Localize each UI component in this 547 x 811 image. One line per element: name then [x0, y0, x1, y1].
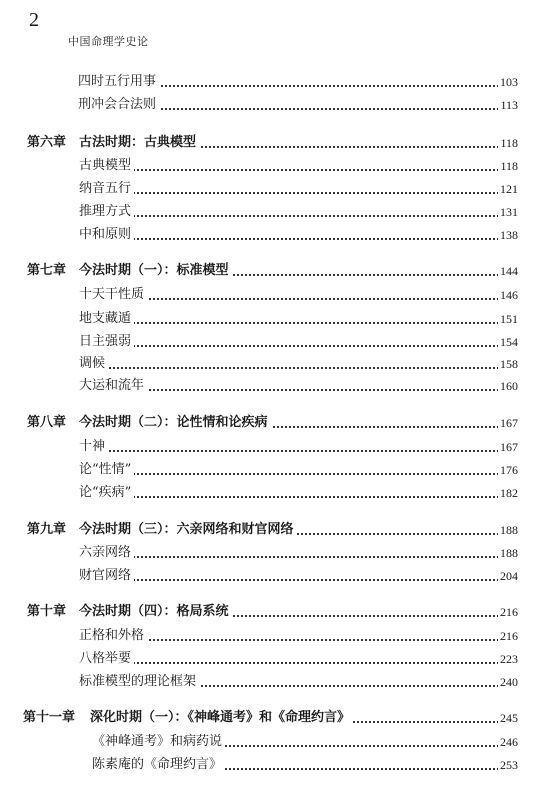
chapter-number: 第九章: [27, 522, 67, 537]
toc-entry-title: 推理方式: [79, 202, 134, 222]
toc-entry-title: 中和原则: [79, 225, 134, 245]
chapter-number: 第十一章: [23, 710, 76, 725]
toc-page-number: 146: [498, 285, 518, 305]
toc-page-number: 151: [498, 309, 518, 329]
toc-entry[interactable]: [0, 332, 547, 352]
toc-entry[interactable]: [0, 95, 547, 115]
toc-page-number: 113: [498, 95, 518, 115]
toc-chapter-title: 今法时期（二）：论性情和论疾病: [79, 413, 271, 433]
toc-entry[interactable]: [0, 626, 547, 646]
toc-entry-title: 八格举要: [79, 649, 134, 669]
chapter-number: 第十章: [27, 604, 67, 619]
dot-leader: [82, 367, 503, 369]
toc-entry-title: 论“性情”: [79, 460, 134, 480]
toc-entry[interactable]: [0, 202, 547, 222]
toc-page-number: 158: [498, 354, 518, 374]
toc-page-number: 154: [498, 332, 518, 352]
toc-page-number: 246: [498, 732, 518, 752]
toc-page-number: 167: [498, 413, 518, 433]
toc-chapter-title: 古法时期：古典模型: [79, 133, 199, 153]
dot-leader: [82, 215, 503, 217]
toc-entry-title: 标准模型的理论框架: [79, 672, 199, 692]
toc-page-number: 204: [498, 566, 518, 586]
toc-entry[interactable]: [0, 649, 547, 669]
dot-leader: [82, 662, 503, 664]
toc-chapter-entry[interactable]: [0, 520, 547, 540]
toc-entry[interactable]: [0, 309, 547, 329]
chapter-number: 第六章: [27, 135, 67, 150]
toc-page-number: 188: [498, 520, 518, 540]
toc-entry[interactable]: [0, 179, 547, 199]
dot-leader: [82, 238, 503, 240]
toc-chapter-entry[interactable]: [0, 133, 547, 153]
dot-leader: [82, 450, 503, 452]
toc-entry[interactable]: [0, 483, 547, 503]
toc-entry[interactable]: [0, 376, 547, 396]
toc-page-number: 138: [498, 225, 518, 245]
toc-entry[interactable]: [0, 566, 547, 586]
toc-page-number: 216: [498, 626, 518, 646]
toc-page-number: 253: [498, 755, 518, 775]
toc-entry-title: 陈素庵的《命理约言》: [92, 755, 225, 775]
toc-chapter-title: 今法时期（三）：六亲网络和财官网络: [79, 520, 297, 540]
running-header-title: 中国命理学史论: [68, 35, 149, 48]
toc-entry-title: 大运和流年: [79, 376, 147, 396]
toc-page-number: 182: [498, 483, 518, 503]
toc-entry[interactable]: [0, 354, 547, 374]
toc-entry-title: 六亲网络: [79, 543, 134, 563]
toc-chapter-title: 深化时期（一）：《神峰通考》和《命理约言》: [90, 708, 353, 728]
toc-page-number: 131: [498, 202, 518, 222]
toc-entry-title: 四时五行用事: [78, 72, 159, 92]
toc-chapter-entry[interactable]: [0, 261, 547, 281]
dot-leader: [82, 322, 503, 324]
toc-page-number: 167: [498, 437, 518, 457]
toc-page-number: 121: [498, 179, 518, 199]
toc-page-number: 103: [498, 72, 518, 92]
toc-page-number: 160: [498, 376, 518, 396]
toc-chapter-title: 今法时期（一）：标准模型: [79, 261, 232, 281]
toc-page-number: 176: [498, 460, 518, 480]
toc-entry-title: 正格和外格: [79, 626, 147, 646]
page-number: 2: [29, 9, 39, 31]
toc-chapter-entry[interactable]: [0, 413, 547, 433]
toc-entry-title: 地支藏遁: [79, 309, 134, 329]
toc-page-number: 216: [498, 602, 518, 622]
toc-entry-title: 古典模型: [79, 156, 134, 176]
dot-leader: [82, 579, 503, 581]
toc-chapter-entry[interactable]: [0, 708, 547, 728]
dot-leader: [82, 169, 503, 171]
toc-entry-title: 十神: [79, 437, 108, 457]
chapter-number: 第八章: [27, 415, 67, 430]
toc-entry-title: 十天干性质: [79, 285, 147, 305]
dot-leader: [82, 473, 503, 475]
toc-entry[interactable]: [0, 543, 547, 563]
toc-entry[interactable]: [0, 285, 547, 305]
toc-page-number: 223: [498, 649, 518, 669]
toc-entry[interactable]: [0, 437, 547, 457]
toc-entry-title: 调候: [79, 354, 108, 374]
toc-chapter-entry[interactable]: [0, 602, 547, 622]
dot-leader: [82, 556, 503, 558]
dot-leader: [82, 192, 503, 194]
toc-entry-title: 《神峰通考》和病药说: [92, 732, 225, 752]
toc-page-number: 240: [498, 672, 518, 692]
toc-entry[interactable]: [0, 755, 547, 775]
toc-entry-title: 刑冲会合法则: [78, 95, 159, 115]
toc-chapter-title: 今法时期（四）：格局系统: [79, 602, 232, 622]
toc-page-number: 144: [498, 261, 518, 281]
toc-entry-title: 纳音五行: [79, 179, 134, 199]
chapter-number: 第七章: [27, 263, 67, 278]
dot-leader: [82, 496, 503, 498]
toc-entry-title: 论“疾病”: [79, 483, 134, 503]
toc-entry-title: 日主强弱: [79, 332, 134, 352]
toc-entry-title: 财官网络: [79, 566, 134, 586]
toc-entry[interactable]: [0, 72, 547, 92]
dot-leader: [82, 345, 503, 347]
toc-entry[interactable]: [0, 732, 547, 752]
toc-page-number: 188: [498, 543, 518, 563]
toc-entry[interactable]: [0, 460, 547, 480]
toc-page-number: 118: [498, 156, 518, 176]
toc-entry[interactable]: [0, 672, 547, 692]
toc-entry[interactable]: [0, 225, 547, 245]
toc-page-number: 118: [498, 133, 518, 153]
toc-page-number: 245: [498, 708, 518, 728]
toc-entry[interactable]: [0, 156, 547, 176]
